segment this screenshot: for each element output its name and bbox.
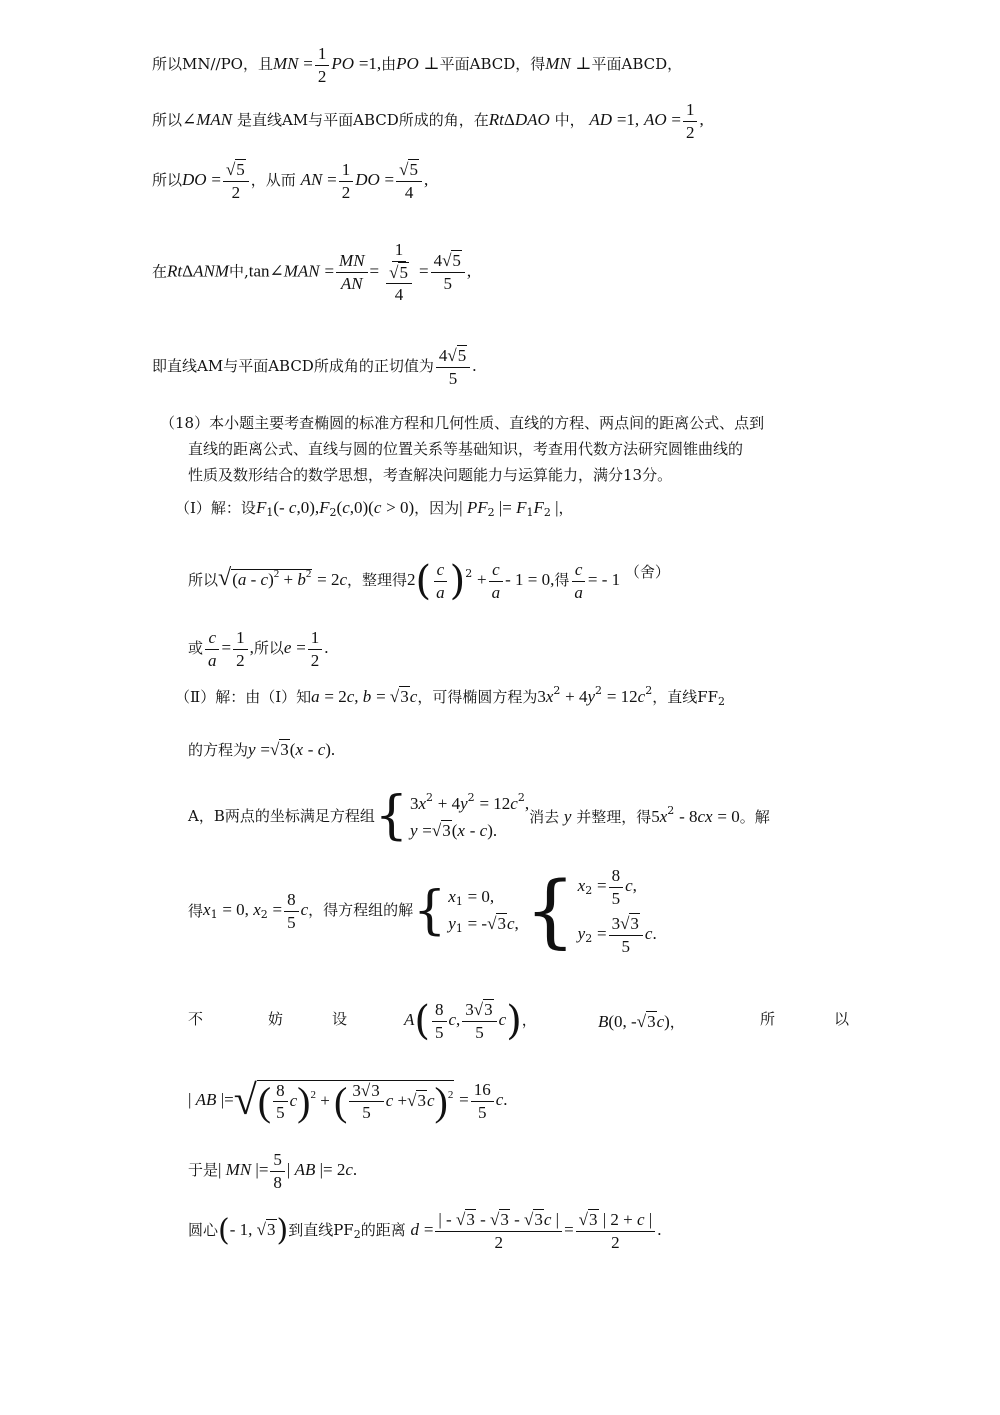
text-cc-a: 圆心 bbox=[188, 1221, 219, 1240]
text-l2c: 中， bbox=[554, 111, 585, 130]
line-system-ab: A，B两点的坐标满足方程组 { $3x^2 + 4y^2 = 12c^2$, y =√3(x - c). 消去 y 并整理，得$5x^2 - 8cx = 0$。解 bbox=[188, 786, 770, 846]
text-cc-b: 到直线PF bbox=[288, 1221, 354, 1240]
part-i-result: 或 $\frac{c}{a}$ = $\frac{1}{2}$ ,所以e = $\frac{1}{2}$ . bbox=[188, 628, 329, 670]
text-i2-c: 得 bbox=[554, 571, 570, 590]
line-assume-ab bbox=[188, 1000, 850, 1060]
text-bf-4: 所 bbox=[760, 1010, 776, 1028]
text-l4b: 中, bbox=[228, 262, 249, 281]
line-tan-man: 在RtΔANM中,tan∠MAN = $\frac{MN}{AN}$ = $\frac{1}{\frac{√5}{4}}$ = $\frac{4√5}{5}$ , bbox=[152, 240, 472, 305]
text-ab-b: 消去 bbox=[529, 808, 560, 827]
part-ii-setup: （Ⅱ）解：由（Ⅰ）知a = 2c, b = √3c，可得椭圆方程为$3x^2 + 4y^2 = 12c^2$，直线$FF_2$ bbox=[175, 684, 726, 708]
line-mn-parallel-po: 所以MN//PO，且MN = $\frac{1}{2}$ PO =1,由PO ⊥平面ABCD，得MN ⊥平面ABCD， bbox=[152, 44, 683, 86]
text-ab-d: 。解 bbox=[739, 808, 770, 827]
part-i-label: （Ⅰ）解：设 bbox=[175, 499, 256, 517]
line-angle-man: 所以∠MAN 是直线AM与平面ABCD所成的角，在RtΔDAO 中， AD =1, AO = $\frac{1}{2}$ , bbox=[152, 100, 704, 142]
text-bf-3: 设 bbox=[332, 1010, 348, 1028]
p18-line-1 bbox=[160, 414, 764, 432]
text-cc-c: 的距离 bbox=[360, 1221, 406, 1240]
text-l4a: 在 bbox=[152, 262, 168, 281]
text-i3-b: 所以 bbox=[253, 639, 284, 658]
line-pf2-equation: 的方程为y =√3(x - c). bbox=[188, 740, 336, 759]
text-l2a: 所以 bbox=[152, 111, 183, 130]
text-i2-a: 所以 bbox=[188, 571, 219, 590]
text-l1a: 所以MN//PO，且 bbox=[152, 55, 273, 74]
p18-line-3 bbox=[188, 466, 672, 484]
text-l3a: 所以 bbox=[152, 171, 183, 190]
text-bf-2: 妨 bbox=[268, 1010, 284, 1028]
point-a: A( $\frac{8}{5}$ c, $\frac{3√3}{5}$ c)， bbox=[404, 998, 537, 1045]
text-mn-a: 于是 bbox=[188, 1161, 219, 1180]
text-l1d: 平面ABCD， bbox=[591, 55, 683, 74]
text-i-b: ，因为 bbox=[414, 499, 460, 517]
p18-line-2 bbox=[188, 440, 743, 458]
text-i3-a: 或 bbox=[188, 639, 204, 658]
point-b: B(0, -√3c)， bbox=[598, 1012, 685, 1031]
text-ab-a: A，B两点的坐标满足方程组 bbox=[188, 807, 375, 825]
text-l3b: ，从而 bbox=[250, 171, 296, 190]
text-i2-b: ，整理得 bbox=[347, 571, 408, 590]
text-de-b: ，得方程组的解 bbox=[308, 901, 414, 920]
text-ii-b: ，可得椭圆方程为 bbox=[417, 688, 538, 706]
part-i-equation: 所以$√(a - c)^2 + b^2 = 2c$，整理得2( $\frac{c}{a}$ )$^2$ + $\frac{c}{a}$ - 1 = 0,得 $\frac{c}{a}$ = - 1 （舍） bbox=[188, 558, 670, 605]
p18-text-2: 直线的距离公式、直线与圆的位置关系等基础知识，考查用代数方法研究圆锥曲线的 bbox=[188, 440, 744, 458]
p18-text-1: （18）本小题主要考查椭圆的标准方程和几何性质、直线的方程、两点间的距离公式、点到 bbox=[160, 414, 765, 432]
text-ii-c: ，直线FF bbox=[652, 688, 719, 706]
p18-text-3: 性质及数形结合的数学思想，考查解决问题能力与运算能力，满分13分。 bbox=[188, 466, 673, 484]
text-ab-c: 并整理，得 bbox=[576, 808, 652, 827]
line-mn-length: 于是| MN |= $\frac{5}{8}$ | AB |= 2c. bbox=[188, 1150, 358, 1192]
text-bf-1: 不 bbox=[188, 1010, 204, 1028]
part-ii-label: （Ⅱ）解：由（Ⅰ）知 bbox=[175, 688, 312, 706]
text-l2b: 是直线AM与平面ABCD所成的角，在 bbox=[236, 111, 489, 130]
text-bf-5: 以 bbox=[834, 1010, 850, 1028]
line-solutions: 得$x_1 = 0$, $x_2$ = $\frac{8}{5}$ c，得方程组的解 { $x_1 = 0$, $y_1 = -√3c$, { $x_2$ = $\frac{8}{5}$ c, $y_2$ = $\frac{3√3}{5}$ c. bbox=[188, 864, 657, 958]
text-l1c: 平面ABCD，得 bbox=[439, 55, 546, 74]
part-i-setup: （Ⅰ）解：设$F_1(-$ $c,0),F_2(c,0)(c > 0)$，因为| $PF_2$ |= $F_1F_2$ |， bbox=[175, 498, 574, 519]
line-do-an: 所以DO = $\frac{√5}{2}$ ，从而 AN = $\frac{1}{2}$ DO = $\frac{√5}{4}$ , bbox=[152, 160, 429, 202]
text-l1b: 由 bbox=[381, 55, 397, 74]
text-ii2-a: 的方程为 bbox=[188, 741, 249, 759]
line-distance: 圆心(- 1, √3)到直线$PF_2$的距离 d = $\frac{| - √3 - √3 - √3c |}{2}$ = $\frac{√3 | 2 + c |}{2}$ . bbox=[188, 1210, 662, 1252]
text-de-a: 得 bbox=[188, 902, 204, 921]
text-i2-d: （舍） bbox=[624, 563, 670, 582]
text-l5a: 即直线AM与平面ABCD所成角的正切值为 bbox=[152, 357, 434, 376]
line-tangent-result: 即直线AM与平面ABCD所成角的正切值为 $\frac{4√5}{5}$ . bbox=[152, 346, 477, 388]
line-ab-length: | AB |=√( $\frac{8}{5}$ c)$^2$ + ( $\frac{3√3}{5}$ c +√3c)$^2$ = $\frac{16}{5}$ c. bbox=[188, 1078, 508, 1124]
